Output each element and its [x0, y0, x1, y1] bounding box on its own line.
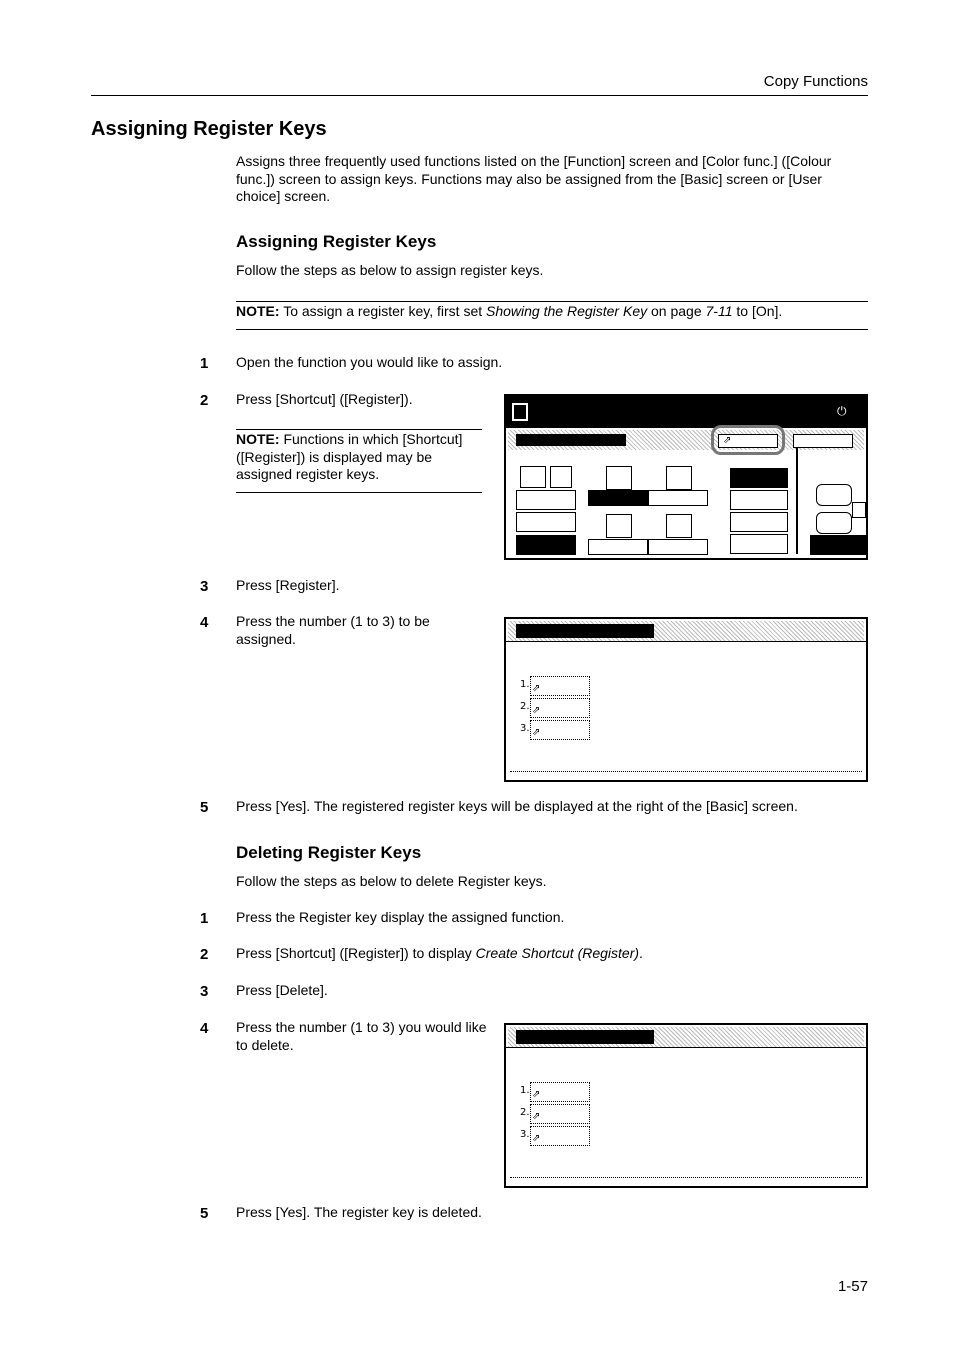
border-option-button[interactable]: [730, 490, 788, 510]
option-button-selected[interactable]: [588, 490, 648, 506]
step-number: 1: [200, 910, 209, 927]
step2-note-rule-top: [236, 429, 482, 430]
register-slot-button[interactable]: [530, 676, 590, 696]
layout-option-icon: [666, 466, 692, 490]
power-icon: ⏻: [837, 404, 847, 418]
shortcut-icon: ⇗: [723, 435, 732, 446]
copies-stack-icon: [520, 466, 546, 488]
page-title: Assigning Register Keys: [91, 118, 327, 140]
screen-title-bar: [516, 624, 654, 638]
original-icon: [512, 403, 528, 421]
panel-divider: [796, 448, 798, 554]
register-slot-button[interactable]: [530, 720, 590, 740]
section-title: Copy Functions: [763, 73, 868, 90]
register-slot-button[interactable]: [530, 1104, 590, 1124]
shortcut-icon: ⇗: [532, 727, 541, 738]
step-number: 3: [200, 578, 209, 595]
delete-screen: [504, 1023, 868, 1188]
register-slot-button[interactable]: [530, 1126, 590, 1146]
shortcut-icon: ⇗: [532, 1133, 541, 1144]
step-text: [236, 945, 643, 963]
note-text-b: on page: [647, 303, 706, 319]
slot-number: 1.: [520, 679, 530, 690]
back-button[interactable]: [793, 434, 853, 448]
assign-heading: Assigning Register Keys: [236, 232, 437, 251]
shortcut-icon: ⇗: [532, 705, 541, 716]
title-divider: [506, 641, 866, 642]
document-icon: [816, 484, 852, 506]
slot-number: 2.: [520, 1107, 530, 1118]
option-button[interactable]: [648, 539, 708, 555]
border-option-button[interactable]: [730, 534, 788, 554]
step-text-b: .: [639, 945, 643, 961]
shortcut-icon: ⇗: [532, 1089, 541, 1100]
note-ref-page: 7-11: [705, 303, 733, 319]
intro-paragraph: Assigns three frequently used functions listed on the [Function] screen and [Color func.] ([Colour func.]) screen to assign keys. Functions may also be assigned from the [Basic] screen or [User choice] screen.: [236, 153, 832, 204]
option-button[interactable]: [588, 539, 648, 555]
layout-option-icon: [666, 514, 692, 538]
option-button[interactable]: [516, 512, 576, 532]
option-button-selected[interactable]: [516, 535, 576, 555]
step-text: Press [Shortcut] ([Register]).: [236, 391, 413, 407]
note-text-c: to [On].: [732, 303, 783, 319]
note-ref-title: Showing the Register Key: [486, 303, 648, 319]
assign-note: [236, 303, 868, 321]
screen-title-bar: [506, 396, 866, 428]
document-icon: [816, 512, 852, 534]
step-text-a: Press [Shortcut] ([Register]) to display: [236, 945, 476, 961]
step-text: Press the number (1 to 3) to be assigned.: [236, 613, 430, 647]
shortcut-icon: ⇗: [532, 683, 541, 694]
step2-note: [236, 431, 482, 484]
slot-number: 3.: [520, 723, 530, 734]
border-option-selected[interactable]: [730, 468, 788, 488]
function-name-bar: [516, 434, 626, 446]
title-divider: [506, 1047, 866, 1048]
step-number: 3: [200, 983, 209, 1000]
layout-grid-icon: [550, 466, 572, 488]
screen-title-bar: [516, 1030, 654, 1044]
register-slot-button[interactable]: [530, 1082, 590, 1102]
page-number: 1-57: [837, 1278, 868, 1295]
step-number: 4: [200, 1020, 209, 1037]
slot-number: 1.: [520, 1085, 530, 1096]
slot-number: 2.: [520, 701, 530, 712]
step-number: 5: [200, 799, 209, 816]
note-text-a: To assign a register key, first set: [279, 303, 487, 319]
register-screen: [504, 617, 868, 782]
bottom-divider: [510, 1177, 862, 1179]
border-option-button[interactable]: [730, 512, 788, 532]
step-text: Press the Register key display the assigned function.: [236, 909, 565, 925]
note-rule-top: [236, 301, 868, 302]
step-number: 2: [200, 392, 209, 409]
note-text: Functions in which [Shortcut] ([Register]) is displayed may be assigned register keys.: [236, 431, 463, 482]
register-slot-button[interactable]: [530, 698, 590, 718]
step-number: 1: [200, 355, 209, 372]
function-screen: [504, 394, 868, 560]
shortcut-icon: ⇗: [532, 1111, 541, 1122]
delete-heading: Deleting Register Keys: [236, 843, 422, 862]
header-rule: [91, 95, 868, 96]
highlight-ring: [711, 425, 785, 455]
close-button[interactable]: [810, 535, 866, 555]
screen-reference: Create Shortcut (Register): [475, 945, 640, 961]
step-text: Press [Yes]. The register key is deleted.: [236, 1204, 482, 1220]
step-text: Press [Delete].: [236, 982, 328, 998]
layout-option-icon: [606, 514, 632, 538]
step-number: 2: [200, 946, 209, 963]
option-button[interactable]: [516, 490, 576, 510]
note-label: NOTE:: [236, 431, 280, 447]
assign-lead: Follow the steps as below to assign register keys.: [236, 262, 544, 278]
step-text: Press the number (1 to 3) you would like to delete.: [236, 1019, 487, 1053]
step2-note-rule-bottom: [236, 492, 482, 493]
step-text: Open the function you would like to assign.: [236, 354, 503, 370]
bottom-divider: [510, 771, 862, 773]
step-number: 4: [200, 614, 209, 631]
slot-number: 3.: [520, 1129, 530, 1140]
note-rule-bottom: [236, 329, 868, 330]
step-text: Press [Register].: [236, 577, 340, 593]
delete-lead: Follow the steps as below to delete Register keys.: [236, 873, 547, 889]
step-number: 5: [200, 1205, 209, 1222]
option-button[interactable]: [648, 490, 708, 506]
layout-option-icon: [606, 466, 632, 490]
note-label: NOTE:: [236, 303, 280, 319]
paper-size-icon: [852, 502, 866, 518]
step-text: Press [Yes]. The registered register keys will be displayed at the right of the [Basic] screen.: [236, 798, 798, 814]
